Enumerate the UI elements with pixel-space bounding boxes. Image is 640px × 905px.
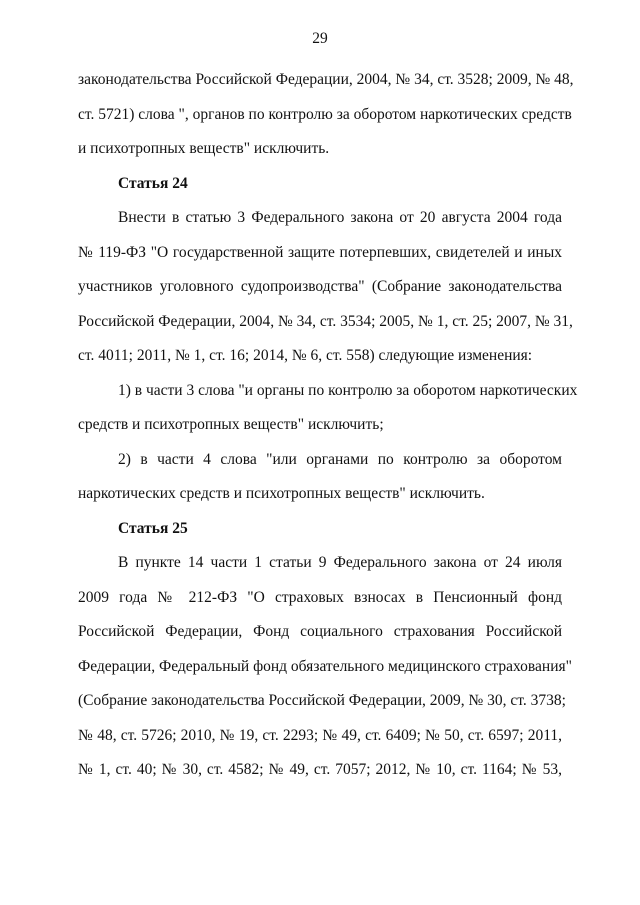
text-line: № 1, ст. 40; № 30, ст. 4582; № 49, ст. 7057; 2012, № 10, ст. 1164; № 53, <box>78 761 562 778</box>
text-line: средств и психотропных веществ" исключить; <box>78 416 384 433</box>
intro-paragraph <box>78 63 574 167</box>
text-line: наркотических средств и психотропных веществ" исключить. <box>78 485 485 502</box>
page-number: 29 <box>312 30 328 47</box>
text-line: и психотропных веществ" исключить. <box>78 140 330 157</box>
text-line: участников уголовного судопроизводства" (Собрание законодательства <box>78 278 562 295</box>
article-25-heading: Статья 25 <box>118 519 188 537</box>
text-line: (Собрание законодательства Российской Федерации, 2009, № 30, ст. 3738; <box>78 692 566 709</box>
text-line: ст. 5721) слова ", органов по контролю за оборотом наркотических средств <box>78 105 572 123</box>
text-line: ст. 4011; 2011, № 1, ст. 16; 2014, № 6, ст. 558) следующие изменения: <box>78 347 533 364</box>
text-line: № 119-ФЗ "О государственной защите потерпевших, свидетелей и иных <box>78 243 562 261</box>
text-line: № 48, ст. 5726; 2010, № 19, ст. 2293; № 49, ст. 6409; № 50, ст. 6597; 2011, <box>78 726 562 744</box>
article-24-heading: Статья 24 <box>118 174 188 192</box>
text-line: 2) в части 4 слова "или органами по контролю за оборотом <box>118 450 562 468</box>
document-body <box>78 63 578 788</box>
article-24-item-1 <box>78 374 578 443</box>
text-line: Федерации, Федеральный фонд обязательного медицинского страхования" <box>78 657 572 675</box>
text-line: 1) в части 3 слова "и органы по контролю за оборотом наркотических <box>118 381 578 399</box>
text-line: Внести в статью 3 Федерального закона от 20 августа 2004 года <box>118 209 562 226</box>
text-line: В пункте 14 части 1 статьи 9 Федерального закона от 24 июля <box>118 554 562 571</box>
article-25-paragraph <box>78 546 572 788</box>
article-24-intro <box>78 201 573 374</box>
text-line: 2009 года № 212-ФЗ "О страховых взносах в Пенсионный фонд <box>78 588 562 606</box>
text-line: Российской Федерации, 2004, № 34, ст. 3534; 2005, № 1, ст. 25; 2007, № 31, <box>78 312 573 330</box>
article-24-item-2 <box>78 443 562 512</box>
text-line: законодательства Российской Федерации, 2004, № 34, ст. 3528; 2009, № 48, <box>78 71 574 88</box>
text-line: Российской Федерации, Фонд социального страхования Российской <box>78 623 562 640</box>
